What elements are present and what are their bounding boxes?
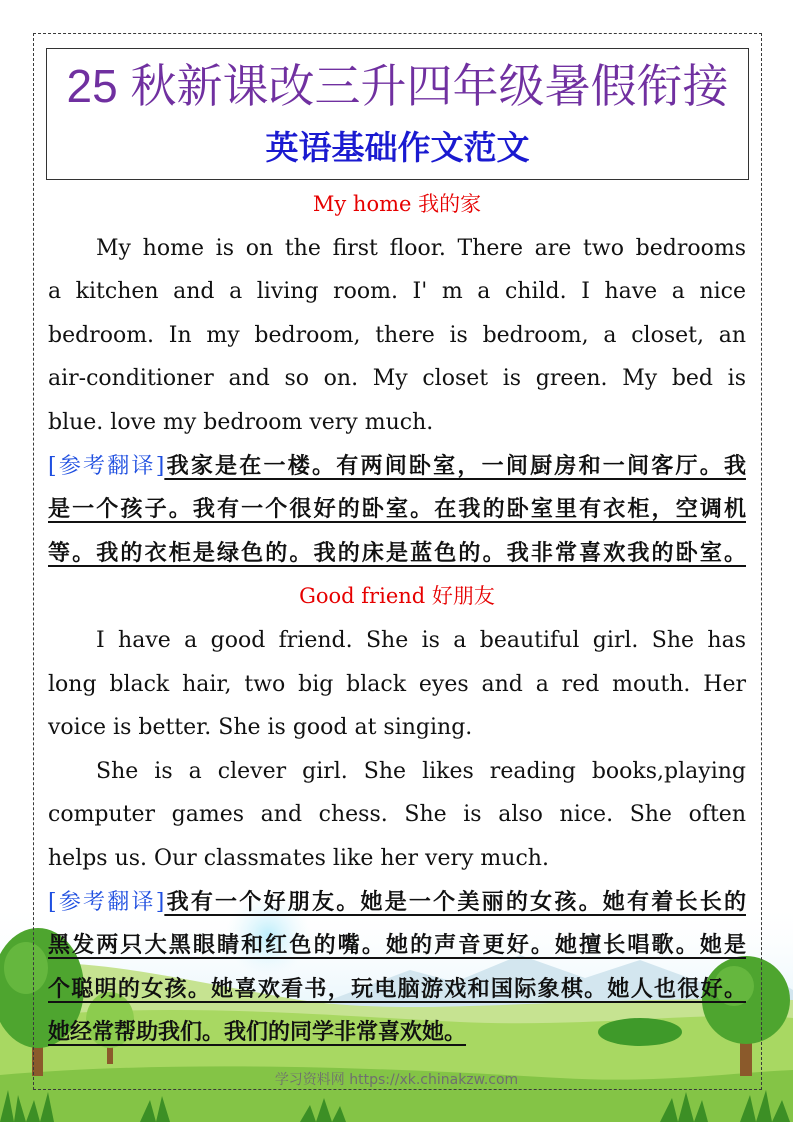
translation-line — [48, 968, 746, 1012]
text-line: computer games and chess. She is also nice. She often — [48, 802, 746, 828]
header-box — [46, 48, 749, 180]
translation-line — [48, 532, 746, 576]
translation-text: 我家是在一楼。有两间卧室，一间厨房和一间客厅。我 — [164, 452, 746, 479]
text-line: She is a clever girl. She likes reading books,playing — [96, 758, 746, 784]
tree-highlight — [4, 942, 48, 994]
translation-text: 我有一个好朋友。她是一个美丽的女孩。她有着长长的 — [164, 888, 746, 915]
essay-my-home — [48, 183, 746, 575]
text-line: I have a good friend. She is a beautiful girl. She has — [96, 627, 746, 653]
essay-paragraph — [48, 227, 746, 445]
translation-label: [参考翻译] — [48, 889, 165, 915]
translation-text: 是一个孩子。我有一个很好的卧室。在我的卧室里有衣柜，空调机 — [48, 496, 746, 523]
translation-line — [48, 445, 746, 489]
essay-paragraph — [48, 750, 746, 881]
text-line: bedroom. In my bedroom, there is bedroom, a closet, an — [48, 322, 746, 348]
translation-block — [48, 881, 746, 1055]
essay-good-friend — [48, 575, 746, 1055]
translation-text: 黑发两只大黑眼睛和红色的嘴。她的声音更好。她擅长唱歌。她是 — [48, 932, 746, 959]
translation-line — [48, 924, 746, 968]
text-line: blue. love my bedroom very much. — [48, 409, 434, 435]
essay-heading: Good friend 好朋友 — [299, 584, 495, 609]
content-area — [48, 183, 746, 1055]
text-line: a kitchen and a living room. I' m a child. I have a nice — [48, 279, 746, 305]
essay-paragraph — [48, 619, 746, 750]
footer-watermark: 学习资料网 https://xk.chinakzw.com — [274, 1072, 519, 1088]
document-subtitle: 英语基础作文范文 — [265, 128, 530, 167]
translation-text: 她经常帮助我们。我们的同学非常喜欢她。 — [48, 1019, 467, 1046]
translation-line — [48, 488, 746, 532]
translation-line — [48, 881, 746, 925]
translation-label: [参考翻译] — [48, 453, 165, 479]
translation-text: 等。我的衣柜是绿色的。我的床是蓝色的。我非常喜欢我的卧室。 — [48, 539, 746, 566]
text-line: My home is on the first floor. There are two bedrooms — [96, 235, 746, 261]
text-line: helps us. Our classmates like her very much. — [48, 845, 549, 871]
text-line: air-conditioner and so on. My closet is green. My bed is — [48, 366, 746, 392]
translation-line — [48, 1011, 746, 1055]
translation-text: 个聪明的女孩。她喜欢看书，玩电脑游戏和国际象棋。她人也很好。 — [48, 975, 746, 1002]
text-line: long black hair, two big black eyes and a red mouth. Her — [48, 671, 746, 697]
translation-block — [48, 445, 746, 576]
text-line: voice is better. She is good at singing. — [48, 715, 473, 741]
document-title: 25 秋新课改三升四年级暑假衔接 — [66, 60, 729, 112]
essay-heading: My home 我的家 — [312, 192, 482, 216]
